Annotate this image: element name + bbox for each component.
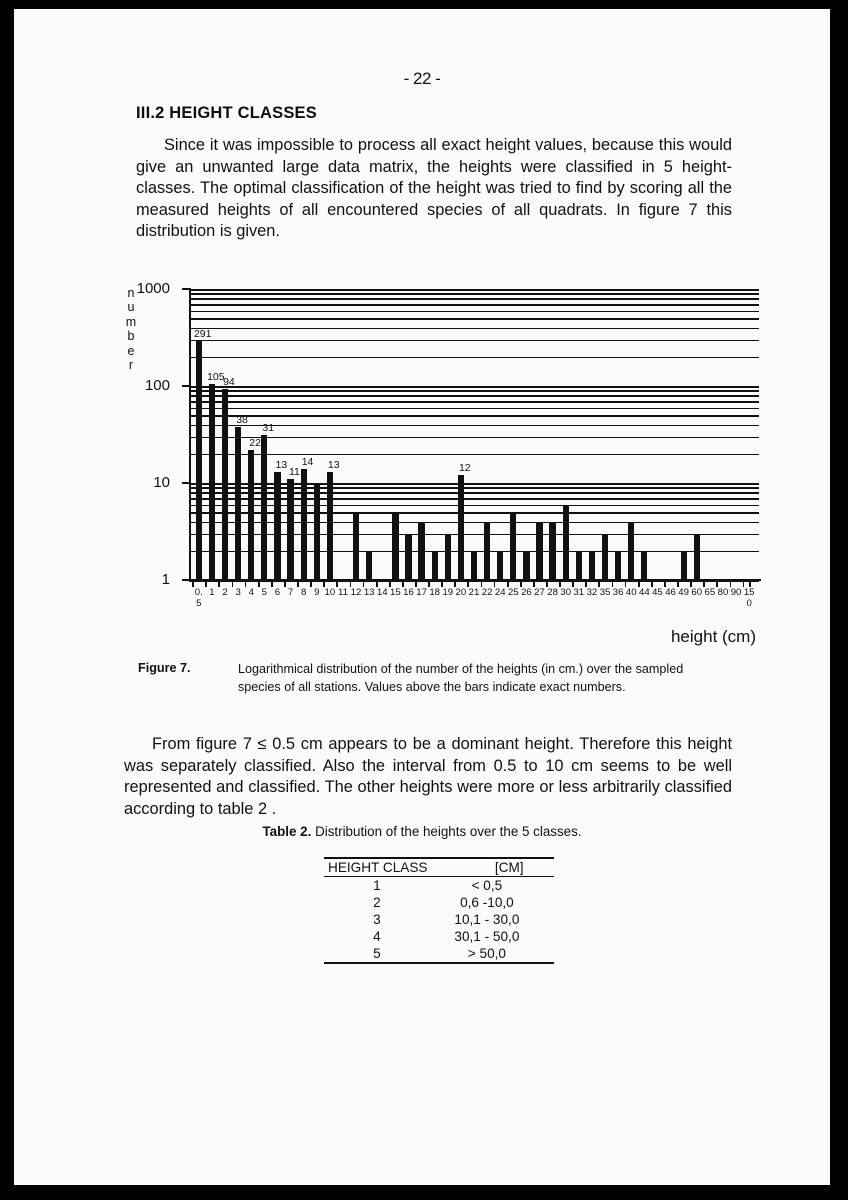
x-axis-tick-mark [749, 579, 751, 587]
x-axis-tick-label: 60 [691, 587, 703, 598]
bar [536, 522, 542, 580]
gridline [189, 340, 759, 342]
x-axis-tick-mark [323, 579, 325, 587]
x-axis-tick-label: 25 [507, 587, 519, 598]
x-axis-tick-mark [559, 579, 561, 587]
x-axis-tick-mark [533, 579, 535, 587]
cell-height-class: 4 [373, 929, 381, 945]
x-axis-tick-label: 3 [235, 587, 241, 598]
x-axis-tick-mark [402, 579, 404, 587]
x-axis-tick-mark [245, 579, 247, 587]
x-axis-tick-mark [703, 579, 705, 587]
gridline [189, 415, 759, 417]
y-axis-label: n u m b e r [125, 286, 137, 373]
bar [681, 551, 687, 580]
bar [248, 450, 254, 580]
gridline [189, 401, 759, 403]
gridline [189, 580, 759, 582]
figure-7 [124, 277, 764, 646]
bar [287, 479, 293, 580]
x-axis-tick-mark [612, 579, 614, 587]
x-axis-tick-mark [467, 579, 469, 587]
gridline [189, 293, 759, 295]
x-axis-tick-mark [415, 579, 417, 587]
table-bottom-rule [324, 962, 554, 964]
x-axis-tick-label: 7 [287, 587, 294, 598]
bar [353, 512, 359, 580]
table-body [324, 877, 554, 962]
x-axis-tick-mark [716, 579, 718, 587]
gridline [189, 298, 759, 300]
page-number: - 22 - [403, 69, 441, 88]
x-axis-tick-mark [258, 579, 260, 587]
x-axis-tick-label: 27 [534, 587, 545, 598]
cell-height-class: 2 [373, 895, 381, 911]
bar [510, 512, 516, 580]
x-axis-tick-mark [428, 579, 430, 587]
x-axis-tick-mark [376, 579, 378, 587]
x-axis-tick-label: 31 [573, 587, 585, 598]
bar [314, 483, 320, 580]
x-axis-tick-label: 14 [376, 587, 388, 598]
x-axis-tick-mark [297, 579, 299, 587]
x-axis-tick-label: 5 [261, 587, 268, 598]
x-axis-tick-mark [454, 579, 456, 587]
bar-value-label: 11 [288, 465, 300, 478]
bar-value-label: 13 [327, 458, 340, 471]
x-axis-tick-mark [520, 579, 522, 587]
x-axis-tick-label: 30 [560, 587, 572, 598]
bar [432, 551, 438, 580]
table-head [324, 859, 554, 876]
paragraph-intro-text: Since it was impossible to process all exact height values, because this would give an unwanted large data matrix, the heights were classified in 5 height-classes. The optimal classification of the height was tried to find by scoring all the measured heights of all encountered species of all quadrats. In figure 7 this distribution is given. [136, 136, 732, 240]
x-axis-tick-label: 22 [481, 587, 493, 598]
bar-value-label: 31 [262, 422, 275, 435]
x-axis-tick-mark [192, 579, 194, 587]
x-axis-tick-label: 4 [248, 587, 254, 598]
x-axis-tick-label: 2 [222, 587, 228, 598]
x-axis-tick-label: 1 [209, 587, 215, 598]
x-axis-tick-label: 35 [599, 587, 611, 598]
x-axis-tick-mark [494, 579, 496, 587]
x-axis-tick-label: 45 [652, 587, 663, 598]
x-axis-tick-label: 6 [274, 587, 281, 598]
bar [602, 534, 608, 580]
x-axis-tick-label: 17 [416, 587, 427, 598]
x-axis-tick-label: 21 [468, 587, 480, 598]
x-axis-tick-mark [205, 579, 207, 587]
table-caption-number: Table 2. [262, 824, 312, 839]
bar [458, 475, 464, 580]
gridline [189, 395, 759, 397]
x-axis-tick-label: 40 [625, 587, 637, 598]
bar [471, 551, 477, 580]
table-row [324, 928, 554, 945]
table-row [324, 894, 554, 911]
x-axis-tick-label: 32 [586, 587, 598, 598]
x-axis-tick-label: 20 [455, 587, 467, 598]
bar [405, 534, 411, 580]
gridline [189, 289, 759, 291]
cell-height-class: 3 [373, 912, 381, 928]
x-axis-tick-label: 13 [363, 587, 375, 598]
table-row [324, 877, 554, 894]
x-axis-tick-label: 11 [337, 587, 348, 598]
y-axis-tick-label: 10 [153, 474, 170, 491]
y-axis-tick-label: 1 [161, 571, 170, 588]
cell-range: 10,1 - 30,0 [454, 912, 520, 928]
table-grid [324, 859, 554, 876]
x-axis-tick-label: 16 [403, 587, 414, 598]
x-axis-tick-mark [363, 579, 365, 587]
x-axis-tick-mark [336, 579, 338, 587]
bar [392, 512, 398, 580]
gridline [189, 304, 759, 306]
x-axis-tick-mark [585, 579, 587, 587]
cell-height-class: 5 [373, 946, 381, 962]
bar [327, 472, 333, 580]
x-axis-tick-label: 90 [730, 587, 742, 598]
gridline [189, 386, 759, 388]
y-axis-tick-label: 100 [144, 377, 170, 394]
x-axis-tick-mark [690, 579, 692, 587]
x-axis-tick-label: 0. 5 [194, 587, 203, 609]
bar [563, 505, 569, 580]
x-axis-tick-label: 9 [314, 587, 320, 598]
gridline [189, 425, 759, 427]
bar [301, 469, 307, 580]
bar [445, 534, 451, 580]
x-axis-tick-label: 18 [429, 587, 441, 598]
cell-range: 30,1 - 50,0 [454, 929, 520, 945]
gridline [189, 311, 759, 313]
column-header-cm: [CM] [494, 859, 524, 875]
bar-value-label: 22 [249, 436, 261, 449]
table-header-row [324, 859, 554, 876]
bar [418, 522, 424, 580]
gridline [189, 328, 759, 330]
x-axis-tick-label: 15 [390, 587, 401, 598]
bar [694, 534, 700, 580]
x-axis-tick-mark [677, 579, 679, 587]
x-axis-tick-mark [389, 579, 391, 587]
plot-area [189, 289, 759, 580]
x-axis-tick-label: 46 [665, 587, 676, 598]
x-axis-tick-mark [310, 579, 312, 587]
x-axis-tick-mark [507, 579, 509, 587]
figure-caption-number: Figure 7. [138, 661, 191, 675]
scanned-page [14, 9, 830, 1185]
x-axis-tick-label: 12 [350, 587, 362, 598]
gridline [189, 318, 759, 320]
x-axis-tick-label: 19 [442, 587, 454, 598]
bar [549, 522, 555, 580]
x-axis-tick-label: 10 [324, 587, 336, 598]
bar [222, 389, 228, 580]
bar [589, 551, 595, 580]
x-axis-tick-mark [598, 579, 600, 587]
x-axis-tick-label: 24 [494, 587, 506, 598]
bar-value-label: 14 [301, 455, 314, 468]
x-axis-tick-mark [625, 579, 627, 587]
table-body-grid [324, 877, 554, 962]
x-axis-tick-mark [284, 579, 286, 587]
figure-caption-text: Logarithmical distribution of the number of the heights (in cm.) over the sampled species of all stations. Values above the bars indicate exact numbers. [238, 662, 684, 694]
table-caption [14, 824, 830, 839]
gridline [189, 390, 759, 392]
paragraph-discussion [124, 734, 732, 820]
x-axis-tick-mark [730, 579, 732, 587]
cell-range: 0,6 -10,0 [460, 895, 514, 911]
x-axis-tick-label: 26 [521, 587, 532, 598]
x-axis-tick-mark [651, 579, 653, 587]
x-axis-tick-mark [232, 579, 234, 587]
bar-value-label: 94 [223, 375, 235, 388]
cell-range: < 0,5 [471, 878, 503, 894]
x-axis-title: height (cm) [670, 627, 756, 646]
x-axis-tick-label: 65 [704, 587, 716, 598]
bar [209, 384, 215, 580]
gridline [189, 454, 759, 456]
bar [274, 472, 280, 580]
bar [196, 341, 202, 580]
bar-value-label: 13 [275, 458, 288, 471]
bar [497, 551, 503, 580]
x-axis-tick-label: 49 [678, 587, 689, 598]
x-axis-tick-mark [271, 579, 273, 587]
table-row [324, 911, 554, 928]
x-axis-tick-mark [350, 579, 352, 587]
bar [484, 522, 490, 580]
gridline [189, 357, 759, 359]
y-axis-tick-label: 1000 [136, 280, 170, 297]
bar-value-label: 105 [207, 370, 225, 383]
bar [366, 551, 372, 580]
x-axis-tick-mark [481, 579, 483, 587]
x-axis-tick-mark [218, 579, 220, 587]
paragraph-intro [136, 135, 732, 243]
x-axis-tick-mark [664, 579, 666, 587]
gridline [189, 437, 759, 439]
height-class-table [324, 857, 554, 964]
bar [615, 551, 621, 580]
x-axis-tick-label: 36 [612, 587, 624, 598]
x-axis-tick-mark [572, 579, 574, 587]
x-axis-tick-label: 80 [717, 587, 729, 598]
bar [523, 551, 529, 580]
table-row [324, 945, 554, 962]
x-axis-tick-labels [189, 588, 761, 618]
x-axis-tick-mark [441, 579, 443, 587]
paragraph-discussion-text: From figure 7 ≤ 0.5 cm appears to be a dominant height. Therefore this height was separately classified. Also the interval from 0.5 to 10 cm seems to be well represented and classified. The other heights were more or less arbitrarily classified according to table 2 . [124, 735, 732, 818]
x-axis-tick-label: 28 [547, 587, 558, 598]
bar [261, 435, 267, 580]
cell-range: > 50,0 [467, 946, 506, 962]
x-axis-tick-mark [743, 579, 745, 587]
x-axis-tick-label: 44 [639, 587, 650, 598]
x-axis-tick-label: 8 [300, 587, 307, 598]
cell-height-class: 1 [373, 878, 381, 894]
bar [576, 551, 582, 580]
gridline [189, 408, 759, 410]
bar [641, 551, 647, 580]
column-header-height-class: HEIGHT CLASS [328, 859, 428, 875]
bar-value-label: 12 [458, 462, 471, 475]
table-caption-text: Distribution of the heights over the 5 classes. [311, 824, 582, 839]
bar [235, 427, 241, 580]
bar-value-label: 38 [236, 413, 248, 426]
section-heading: III.2 HEIGHT CLASSES [136, 104, 317, 122]
x-axis-tick-mark [546, 579, 548, 587]
x-axis-tick-label: 15 0 [743, 587, 755, 609]
bar [628, 522, 634, 580]
bar-value-label: 291 [193, 328, 212, 340]
x-axis-tick-mark [638, 579, 640, 587]
